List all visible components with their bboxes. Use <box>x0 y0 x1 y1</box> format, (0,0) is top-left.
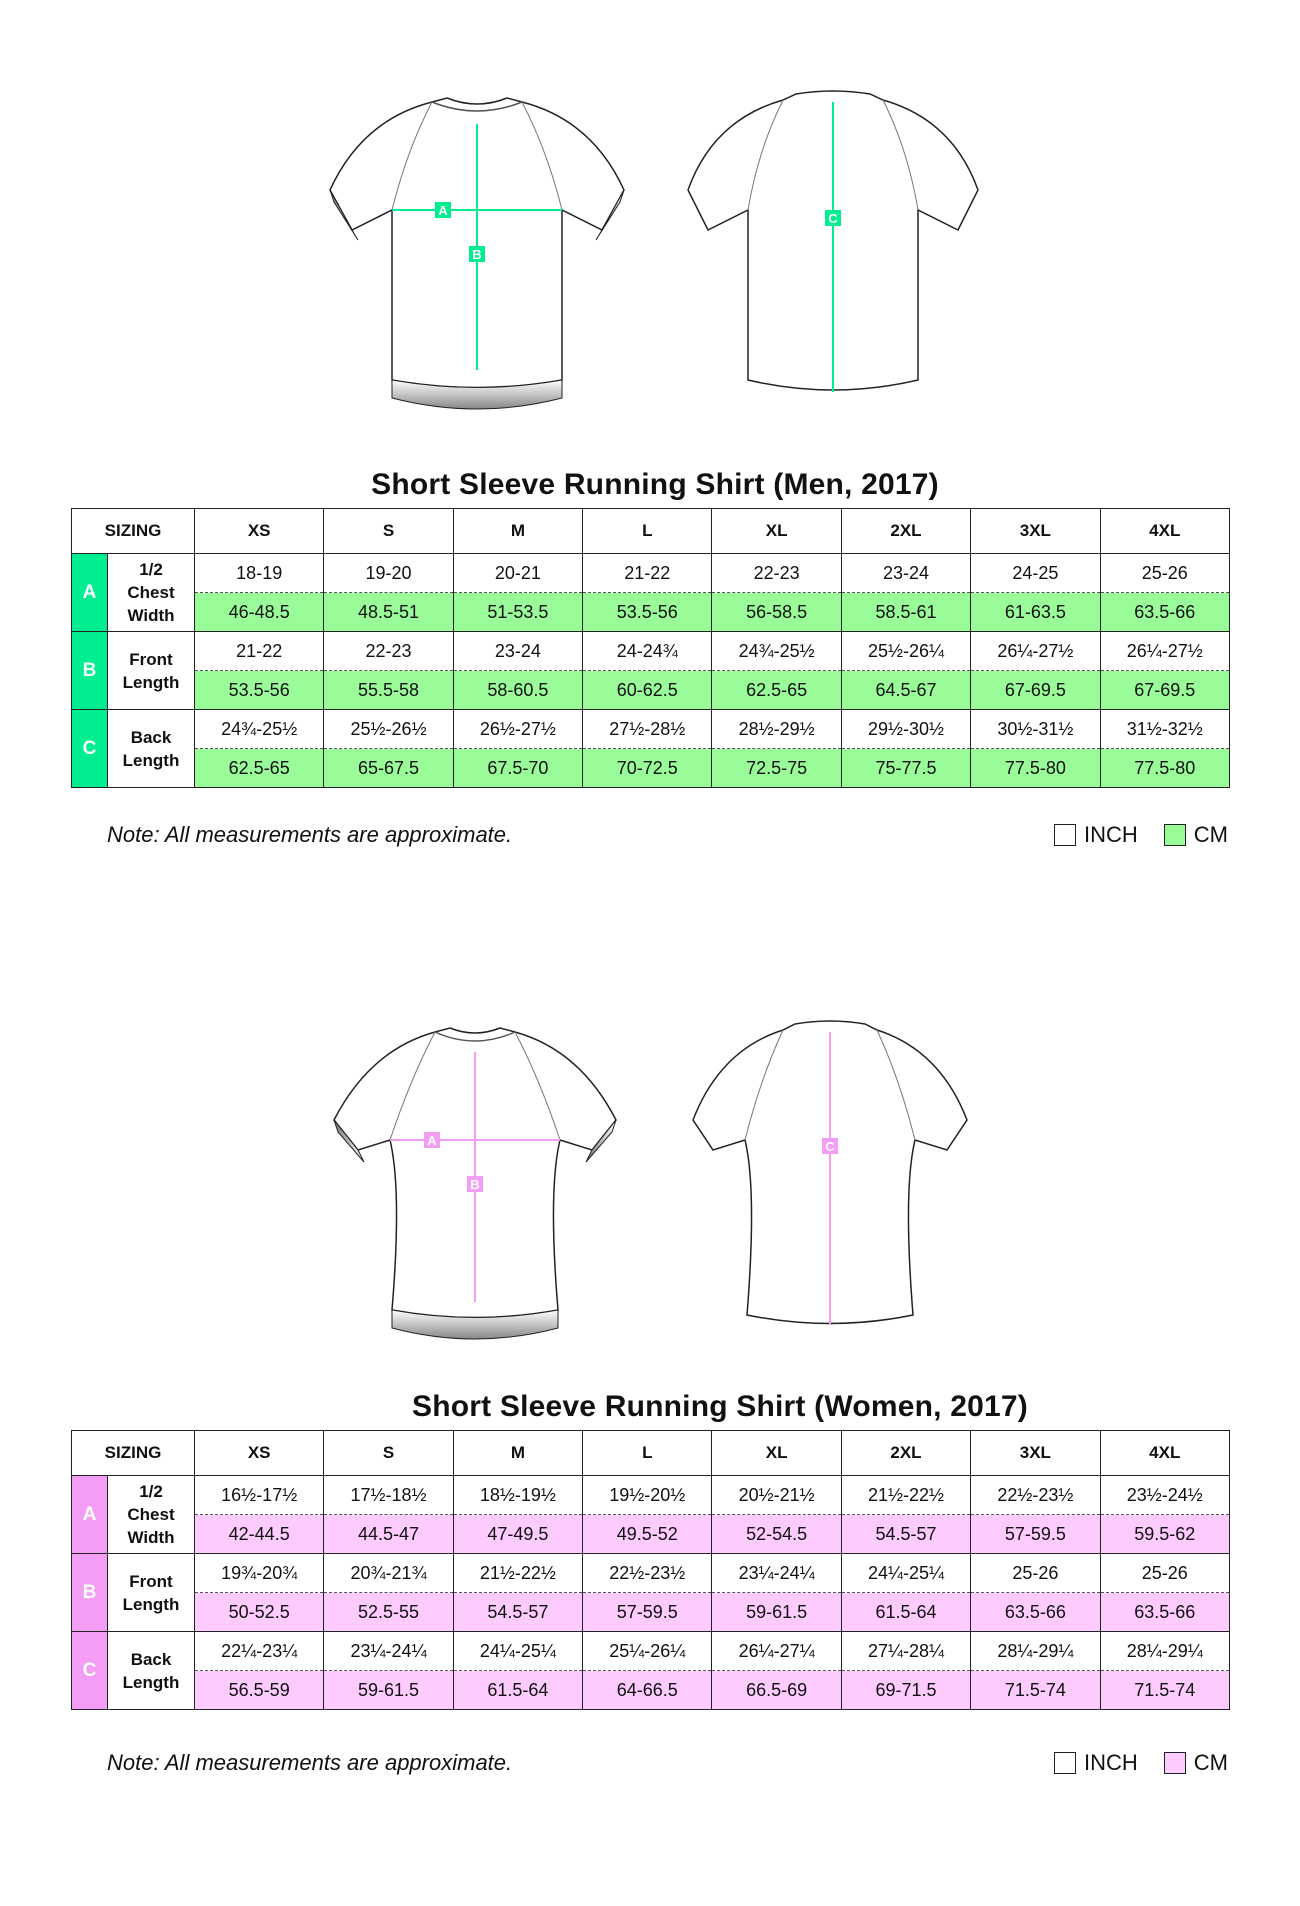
cm-cell: 67.5-70 <box>453 749 582 788</box>
cm-cell: 67-69.5 <box>1100 671 1229 710</box>
cm-cell: 42-44.5 <box>195 1515 324 1554</box>
label-line: Length <box>122 750 180 770</box>
cm-cell: 44.5-47 <box>324 1515 453 1554</box>
cm-cell: 71.5-74 <box>971 1671 1100 1710</box>
women-row-a-inch <box>72 1476 1230 1515</box>
inch-cell: 21-22 <box>583 554 712 593</box>
inch-cell: 26½-27½ <box>453 710 582 749</box>
men-label-a: A <box>438 203 448 218</box>
label-line: Chest <box>127 583 175 602</box>
inch-cell: 21½-22½ <box>841 1476 970 1515</box>
women-unit-legend <box>1054 1750 1228 1776</box>
women-size-table <box>71 1430 1230 1710</box>
inch-cell: 28¼-29¼ <box>971 1632 1100 1671</box>
cm-cell: 56.5-59 <box>195 1671 324 1710</box>
cm-cell: 47-49.5 <box>453 1515 582 1554</box>
inch-legend-label: INCH <box>1084 822 1138 847</box>
cm-cell: 63.5-66 <box>1100 593 1229 632</box>
men-band-a: A <box>72 554 108 632</box>
inch-cell: 19-20 <box>324 554 453 593</box>
cm-cell: 64.5-67 <box>841 671 970 710</box>
inch-cell: 20-21 <box>453 554 582 593</box>
label-line: Length <box>122 672 180 692</box>
label-line: Back <box>130 1649 172 1669</box>
inch-cell: 24¼-25¼ <box>453 1632 582 1671</box>
men-unit-legend <box>1054 822 1228 848</box>
women-row-c-cm <box>72 1671 1230 1710</box>
cm-cell: 46-48.5 <box>195 593 324 632</box>
men-shirt-back-figure <box>668 80 998 420</box>
cm-cell: 59-61.5 <box>712 1593 841 1632</box>
women-size-header: XL <box>712 1431 841 1476</box>
label-line: Length <box>122 1594 180 1614</box>
men-size-header: 3XL <box>971 509 1100 554</box>
women-row-b-inch <box>72 1554 1230 1593</box>
inch-cell: 21½-22½ <box>453 1554 582 1593</box>
women-row-a-cm <box>72 1515 1230 1554</box>
women-shirt-front-figure <box>320 1010 630 1350</box>
men-size-header: 4XL <box>1100 509 1229 554</box>
men-note: Note: All measurements are approximate. <box>107 822 513 847</box>
inch-cell: 22-23 <box>712 554 841 593</box>
inch-cell: 22-23 <box>324 632 453 671</box>
women-size-header: 3XL <box>971 1431 1100 1476</box>
women-size-header: L <box>583 1431 712 1476</box>
cm-cell: 75-77.5 <box>841 749 970 788</box>
inch-cell: 29½-30½ <box>841 710 970 749</box>
cm-cell: 62.5-65 <box>712 671 841 710</box>
men-size-header: 2XL <box>841 509 970 554</box>
women-label-c: C <box>825 1139 835 1154</box>
women-table-title: Short Sleeve Running Shirt (Women, 2017) <box>412 1390 1028 1423</box>
inch-cell: 30½-31½ <box>971 710 1100 749</box>
women-shirt-back-figure <box>675 1010 985 1350</box>
cm-cell: 52.5-55 <box>324 1593 453 1632</box>
label-line: Front <box>129 649 173 669</box>
women-note: Note: All measurements are approximate. <box>107 1750 513 1775</box>
inch-cell: 23½-24½ <box>1100 1476 1229 1515</box>
men-label-front <box>108 632 195 710</box>
cm-cell: 69-71.5 <box>841 1671 970 1710</box>
cm-cell: 61.5-64 <box>453 1671 582 1710</box>
men-size-header: S <box>324 509 453 554</box>
cm-cell: 52-54.5 <box>712 1515 841 1554</box>
cm-cell: 67-69.5 <box>971 671 1100 710</box>
cm-cell: 59-61.5 <box>324 1671 453 1710</box>
cm-cell: 50-52.5 <box>195 1593 324 1632</box>
inch-cell: 27¼-28¼ <box>841 1632 970 1671</box>
women-size-header: M <box>453 1431 582 1476</box>
women-size-header: 4XL <box>1100 1431 1229 1476</box>
cm-cell: 57-59.5 <box>971 1515 1100 1554</box>
inch-cell: 25-26 <box>1100 1554 1229 1593</box>
cm-cell: 53.5-56 <box>195 671 324 710</box>
cm-cell: 70-72.5 <box>583 749 712 788</box>
women-header-row <box>72 1431 1230 1476</box>
men-band-b: B <box>72 632 108 710</box>
women-sizing-header: SIZING <box>72 1431 195 1476</box>
label-line: Chest <box>127 1505 175 1524</box>
inch-cell: 24¾-25½ <box>195 710 324 749</box>
women-label-back <box>108 1632 195 1710</box>
inch-cell: 25-26 <box>1100 554 1229 593</box>
men-size-header: XL <box>712 509 841 554</box>
inch-legend-label: INCH <box>1084 1750 1138 1775</box>
inch-cell: 24-24¾ <box>583 632 712 671</box>
cm-cell: 56-58.5 <box>712 593 841 632</box>
women-size-header: 2XL <box>841 1431 970 1476</box>
men-shirt-front-figure <box>312 80 642 420</box>
cm-cell: 58.5-61 <box>841 593 970 632</box>
inch-cell: 16½-17½ <box>195 1476 324 1515</box>
cm-cell: 57-59.5 <box>583 1593 712 1632</box>
men-label-back <box>108 710 195 788</box>
men-label-c: C <box>828 211 838 226</box>
inch-cell: 24¼-25¼ <box>841 1554 970 1593</box>
cm-cell: 54.5-57 <box>841 1515 970 1554</box>
cm-cell: 53.5-56 <box>583 593 712 632</box>
men-header-row <box>72 509 1230 554</box>
inch-cell: 17½-18½ <box>324 1476 453 1515</box>
label-line: Length <box>122 1672 180 1692</box>
inch-cell: 28¼-29¼ <box>1100 1632 1229 1671</box>
cm-cell: 55.5-58 <box>324 671 453 710</box>
men-sizing-header: SIZING <box>72 509 195 554</box>
inch-cell: 21-22 <box>195 632 324 671</box>
cm-cell: 61.5-64 <box>841 1593 970 1632</box>
inch-cell: 25-26 <box>971 1554 1100 1593</box>
inch-legend-swatch <box>1054 824 1076 846</box>
cm-cell: 77.5-80 <box>971 749 1100 788</box>
cm-legend-swatch <box>1164 824 1186 846</box>
cm-legend-label: CM <box>1193 822 1228 847</box>
women-row-c-inch <box>72 1632 1230 1671</box>
cm-cell: 64-66.5 <box>583 1671 712 1710</box>
cm-cell: 54.5-57 <box>453 1593 582 1632</box>
inch-cell: 22¼-23¼ <box>195 1632 324 1671</box>
women-band-b: B <box>72 1554 108 1632</box>
cm-cell: 51-53.5 <box>453 593 582 632</box>
women-label-b: B <box>470 1177 480 1192</box>
men-table-title: Short Sleeve Running Shirt (Men, 2017) <box>371 468 939 501</box>
men-size-table <box>71 508 1230 788</box>
women-label-chest <box>108 1476 195 1554</box>
inch-cell: 18-19 <box>195 554 324 593</box>
cm-cell: 72.5-75 <box>712 749 841 788</box>
inch-cell: 25½-26¼ <box>841 632 970 671</box>
cm-cell: 63.5-66 <box>1100 1593 1229 1632</box>
men-label-chest <box>108 554 195 632</box>
cm-cell: 60-62.5 <box>583 671 712 710</box>
label-line: 1/2 <box>139 560 163 579</box>
inch-cell: 23-24 <box>841 554 970 593</box>
women-size-header: S <box>324 1431 453 1476</box>
men-row-c-inch <box>72 710 1230 749</box>
women-band-c: C <box>72 1632 108 1710</box>
men-size-header: XS <box>195 509 324 554</box>
inch-cell: 27½-28½ <box>583 710 712 749</box>
inch-cell: 26¼-27½ <box>971 632 1100 671</box>
inch-cell: 22½-23½ <box>971 1476 1100 1515</box>
women-label-a: A <box>427 1133 437 1148</box>
men-band-c: C <box>72 710 108 788</box>
label-line: Width <box>127 606 175 625</box>
women-band-a: A <box>72 1476 108 1554</box>
inch-cell: 25¼-26¼ <box>583 1632 712 1671</box>
inch-cell: 20¾-21¾ <box>324 1554 453 1593</box>
inch-cell: 28½-29½ <box>712 710 841 749</box>
inch-cell: 25½-26½ <box>324 710 453 749</box>
women-label-front <box>108 1554 195 1632</box>
inch-cell: 23-24 <box>453 632 582 671</box>
label-line: Width <box>127 1528 175 1547</box>
cm-cell: 61-63.5 <box>971 593 1100 632</box>
cm-cell: 63.5-66 <box>971 1593 1100 1632</box>
men-row-a-cm <box>72 593 1230 632</box>
inch-cell: 24¾-25½ <box>712 632 841 671</box>
inch-cell: 19½-20½ <box>583 1476 712 1515</box>
label-line: Back <box>130 727 172 747</box>
men-size-header: L <box>583 509 712 554</box>
inch-cell: 19¾-20¾ <box>195 1554 324 1593</box>
cm-cell: 77.5-80 <box>1100 749 1229 788</box>
label-line: Front <box>129 1571 173 1591</box>
inch-cell: 23¼-24¼ <box>712 1554 841 1593</box>
inch-cell: 26¼-27½ <box>1100 632 1229 671</box>
cm-cell: 48.5-51 <box>324 593 453 632</box>
men-row-b-cm <box>72 671 1230 710</box>
men-row-b-inch <box>72 632 1230 671</box>
cm-legend-swatch <box>1164 1752 1186 1774</box>
men-row-c-cm <box>72 749 1230 788</box>
inch-cell: 31½-32½ <box>1100 710 1229 749</box>
men-size-header: M <box>453 509 582 554</box>
inch-legend-swatch <box>1054 1752 1076 1774</box>
women-row-b-cm <box>72 1593 1230 1632</box>
women-size-header: XS <box>195 1431 324 1476</box>
inch-cell: 23¼-24¼ <box>324 1632 453 1671</box>
men-label-b: B <box>472 247 482 262</box>
cm-cell: 49.5-52 <box>583 1515 712 1554</box>
cm-legend-label: CM <box>1193 1750 1228 1775</box>
cm-cell: 62.5-65 <box>195 749 324 788</box>
cm-cell: 71.5-74 <box>1100 1671 1229 1710</box>
cm-cell: 65-67.5 <box>324 749 453 788</box>
men-row-a-inch <box>72 554 1230 593</box>
inch-cell: 24-25 <box>971 554 1100 593</box>
inch-cell: 26¼-27¼ <box>712 1632 841 1671</box>
cm-cell: 59.5-62 <box>1100 1515 1229 1554</box>
cm-cell: 58-60.5 <box>453 671 582 710</box>
inch-cell: 22½-23½ <box>583 1554 712 1593</box>
cm-cell: 66.5-69 <box>712 1671 841 1710</box>
inch-cell: 18½-19½ <box>453 1476 582 1515</box>
inch-cell: 20½-21½ <box>712 1476 841 1515</box>
label-line: 1/2 <box>139 1482 163 1501</box>
